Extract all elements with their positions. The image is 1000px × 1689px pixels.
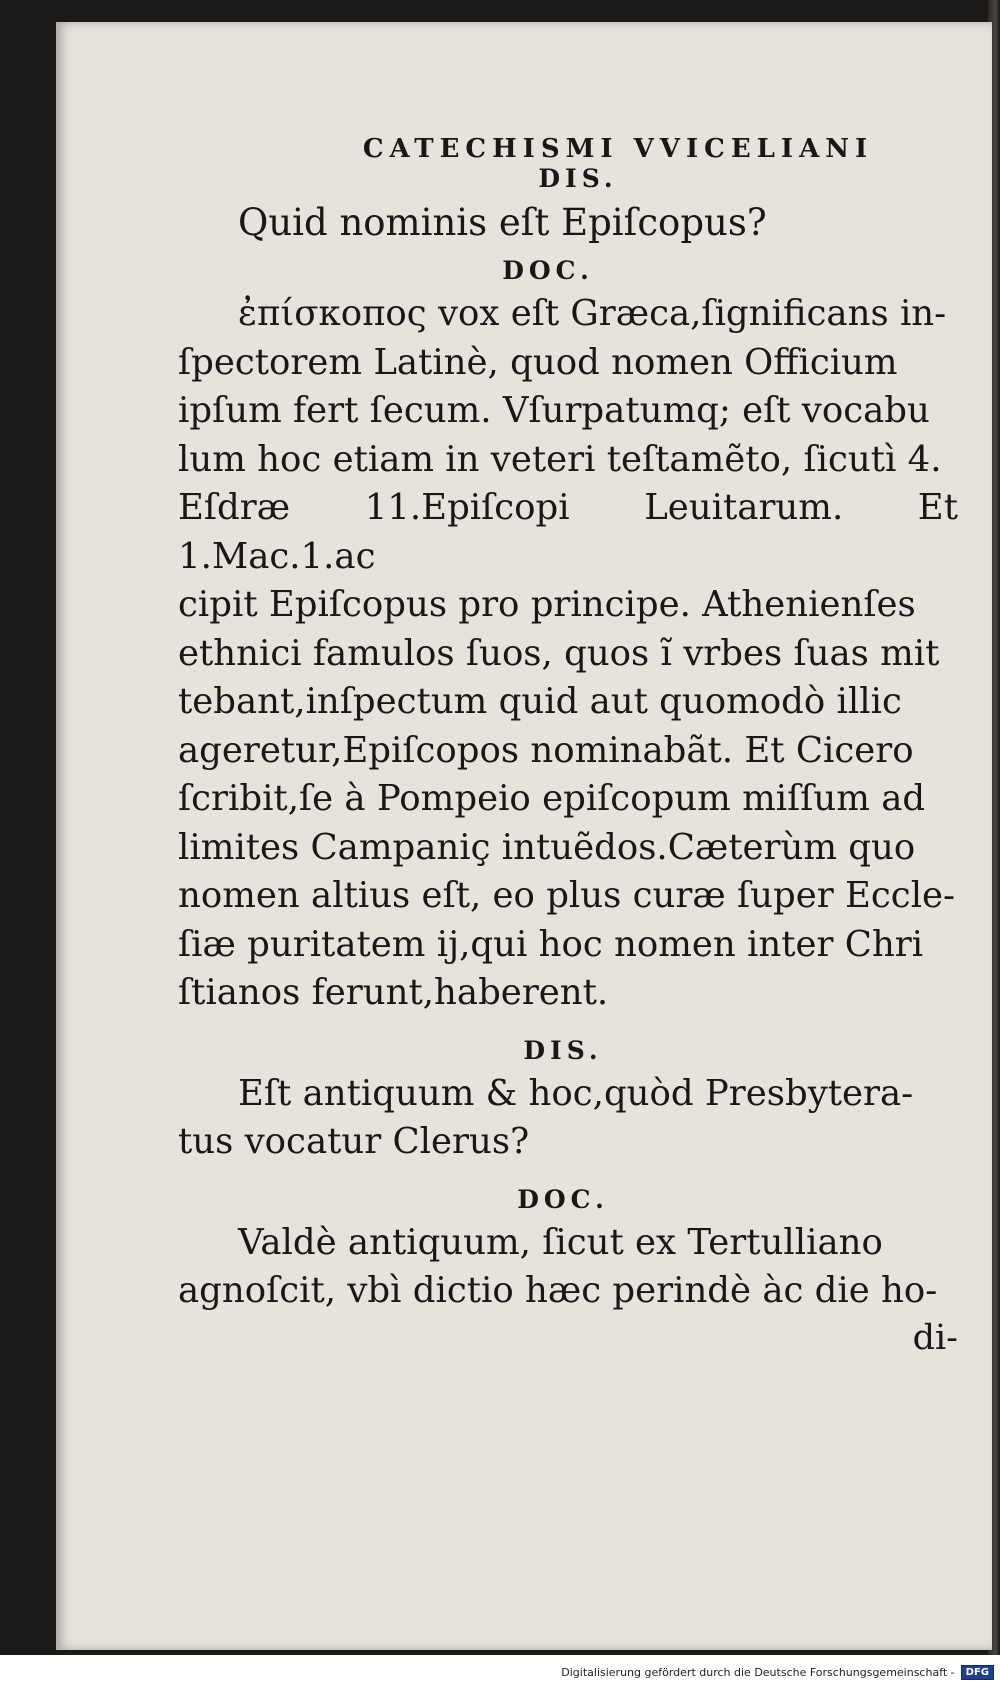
page-text — [178, 134, 958, 1358]
text-line: lum hoc etiam in veteri teſtamẽto, ſicutì 4. — [178, 438, 942, 480]
text-line: ſcribit,ſe à Pompeio epiſcopum miſſum ad — [178, 778, 926, 819]
text-line: ſpectorem Latinè, quod nomen Officium — [178, 341, 898, 383]
text-line: ethnici famulos ſuos, quos ĩ vrbes ſuas mit — [178, 632, 940, 674]
text-line: ſtianos ferunt,haberent. — [178, 972, 609, 1013]
speaker-label: DIS. — [538, 164, 618, 193]
text-line: tus vocatur Clerus? — [178, 1121, 530, 1162]
text-line: ipſum fert ſecum. Vſurpatumq; eſt vocabu — [178, 390, 930, 431]
text-line: ageretur,Epiſcopos nominabãt. Et Cicero — [178, 729, 914, 771]
speaker-label: DIS. — [523, 1035, 603, 1065]
text-line: Eſdræ 11.Epiſcopi Leuitarum. Et 1.Mac.1.ac — [178, 487, 958, 577]
question-text: Quid nominis eſt Epiſcopus? — [238, 201, 767, 244]
text-line: limites Campaniç intuẽdos.Cæterùm quo — [178, 826, 916, 868]
text-line: Valdè antiquum, ſicut ex Tertulliano — [238, 1221, 883, 1263]
speaker-label: DOC. — [502, 256, 594, 285]
catchword: di- — [912, 1317, 958, 1358]
text-line: ſiæ puritatem ij,qui hoc nomen inter Chri — [178, 923, 924, 965]
running-head: CATECHISMI VVICELIANI — [362, 134, 874, 164]
answer-paragraph — [178, 290, 958, 1018]
text-line: agnoſcit, vbì dictio hæc perindè àc die ho- — [178, 1270, 938, 1311]
text-line: nomen altius eſt, eo plus curæ ſuper Eccle- — [178, 875, 956, 916]
speaker-label: DOC. — [517, 1184, 609, 1214]
answer-paragraph — [178, 1219, 958, 1316]
text-line: Eſt antiquum & hoc,quòd Presbytera- — [238, 1072, 914, 1114]
footer-credit: Digitalisierung gefördert durch die Deutsche Forschungsgemeinschaft - — [561, 1665, 955, 1679]
dfg-logo-icon: DFG — [961, 1665, 994, 1680]
question-paragraph — [178, 1070, 958, 1167]
text-line: cipit Epiſcopus pro principe. Athenienſes — [178, 584, 916, 625]
text-line: ἐπίσκοπος vox eſt Græca,ſignificans in- — [238, 293, 947, 334]
text-line: tebant,inſpectum quid aut quomodò illic — [178, 681, 902, 722]
digitization-footer — [0, 1655, 1000, 1689]
